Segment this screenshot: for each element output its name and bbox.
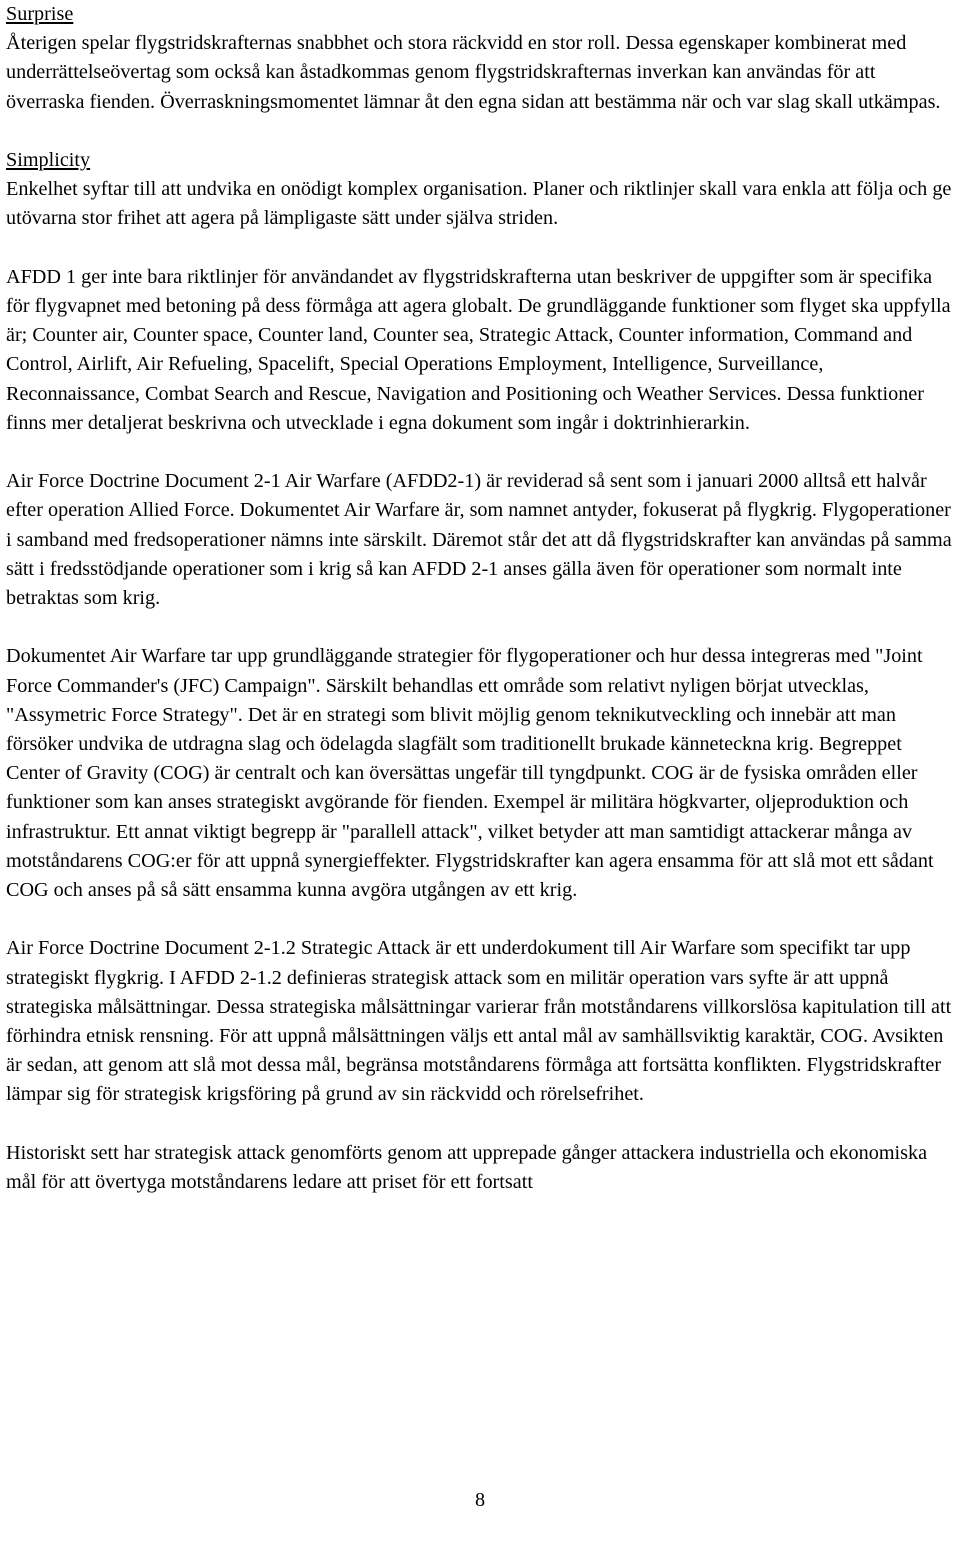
paragraph-gap — [6, 234, 956, 263]
paragraph-historical: Historiskt sett har strategisk attack genomförts genom att upprepade gånger attackera industriella och ekonomiska mål för att övertyga motståndarens ledare att priset för ett fortsatt — [6, 1141, 928, 1194]
section-heading-surprise: Surprise — [6, 3, 74, 25]
paragraph-gap — [6, 438, 956, 467]
paragraph-strategic-attack: Air Force Doctrine Document 2-1.2 Strategic Attack är ett underdokument till Air Warfare som specifikt tar upp strategiskt flygkrig. I AFDD 2-1.2 definieras strategisk attack som en militär operation vars syfte är att uppnå strategiska målsättningar. Dessa strategiska målsättningar varierar från motståndarens villkorslösa kapitulation till att förhindra etnisk rensning. För att uppnå målsättningen väljs ett antal mål av samhällsviktig karaktär, COG. Avsikten är sedan, att genom att slå mot dessa mål, begränsa motståndarens förmåga att fortsätta konflikten. Flygstridskrafter lämpar sig för strategisk krigsföring på grund av sin räckvidd och rörelsefrihet. — [6, 937, 952, 1106]
page-number: 8 — [474, 1489, 486, 1511]
paragraph-gap — [6, 117, 956, 146]
section-simplicity — [6, 146, 956, 234]
paragraph-afdd2-1-air-warfare: Air Force Doctrine Document 2-1 Air Warfare (AFDD2-1) är reviderad så sent som i januari 2000 alltså ett halvår efter operation Allied Force. Dokumentet Air Warfare är, som namnet antyder, fokuserat på flygkrig. Flygoperationer i samband med fredsoperationer nämns inte särskilt. Däremot står det att då flygstridskrafter kan användas på samma sätt i fredsstödjande operationer som i krig så kan AFDD 2-1 anses gälla även för operationer som normalt inte betraktas som krig. — [6, 470, 952, 610]
paragraph-gap — [6, 905, 956, 934]
paragraph-gap — [6, 613, 956, 642]
section-text-simplicity: Enkelhet syftar till att undvika en onödigt komplex organisation. Planer och riktlinjer skall vara enkla att följa och ge utövarna stor frihet att agera på lämpligaste sätt under själva striden. — [6, 178, 952, 230]
section-heading-simplicity: Simplicity — [6, 149, 91, 171]
document-page — [6, 0, 956, 1197]
paragraph-gap — [6, 1110, 956, 1139]
section-surprise — [6, 0, 956, 117]
paragraph-afdd1-functions: AFDD 1 ger inte bara riktlinjer för användandet av flygstridskrafterna utan beskriver de uppgifter som är specifika för flygvapnet med betoning på dess förmåga att agera globalt. De grundläggande funktioner som flyget ska uppfylla är; Counter air, Counter space, Counter land, Counter sea, Strategic Attack, Counter information, Command and Control, Airlift, Air Refueling, Spacelift, Special Operations Employment, Intelligence, Surveillance, Reconnaissance, Combat Search and Rescue, Navigation and Positioning och Weather Services. Dessa funktioner finns mer detaljerat beskrivna och utvecklade i egna dokument som ingår i doktrinhierarkin. — [6, 265, 951, 434]
paragraph-strategies-cog: Dokumentet Air Warfare tar upp grundläggande strategier för flygoperationer och hur dessa integreras med "Joint Force Commander's (JFC) Campaign". Särskilt behandlas ett område som relativt nyligen börjat utvecklas, "Assymetric Force Strategy". Det är en strategi som blivit möjlig genom teknikutveckling och innebär att man försöker undvika de utdragna slag och ödelagda slagfält som traditionellt brukade känneteckna krig. Begreppet Center of Gravity (COG) är centralt och kan översättas ungefär till tyngdpunkt. COG är de fysiska områden eller funktioner som kan anses strategiskt avgörande för fienden. Exempel är militära högkvarter, oljeproduktion och infrastruktur. Ett annat viktigt begrepp är "parallell attack", vilket betyder att man samtidigt attackerar många av motståndarens COG:er för att uppnå synergieffekter. Flygstridskrafter kan agera ensamma för att slå mot ett sådant COG och anses på så sätt ensamma kunna avgöra utgången av ett krig. — [6, 645, 934, 902]
section-text-surprise: Återigen spelar flygstridskrafternas snabbhet och stora räckvidd en stor roll. Dessa egenskaper kombinerat med underrättelseövertag som också kan åstadkommas genom flygstridskrafternas inverkan kan användas för att överraska fienden. Överraskningsmomentet lämnar åt den egna sidan att bestämma när och var slag skall utkämpas. — [6, 32, 941, 113]
